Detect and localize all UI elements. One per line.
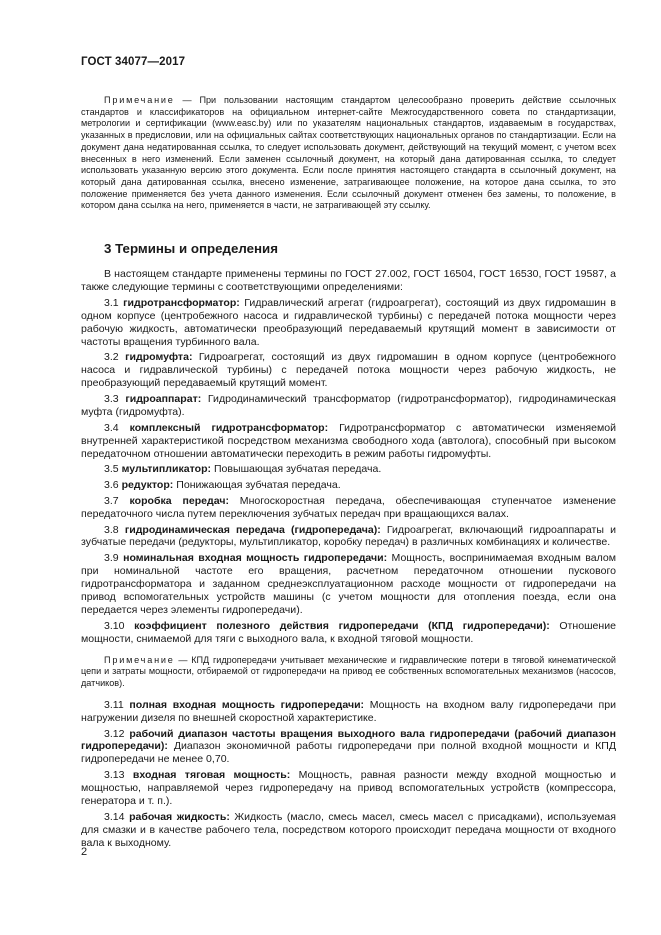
- term-definition: 3.12 рабочий диапазон частоты вращения выходного вала гидропередачи (рабочий диапазон гидропередачи): Диапазон экономичной работы гидропередачи при полной входной мощности и КПД гидропередачи не менее 0,70.: [81, 727, 616, 766]
- term-note: [81, 655, 616, 690]
- intro-note: [81, 95, 616, 212]
- term-definition: 3.13 входная тяговая мощность: Мощность, равная разности между входной мощностью и мощностью, направляемой через гидропередачу на привод вспомогательных устройств (компрессора, генератора и т. п.).: [81, 769, 617, 808]
- term-definition: 3.1 гидротрансформатор: Гидравлический агрегат (гидроагрегат), состоящий из двух гидромашин в одном корпусе (центробежного насоса и гидравлической турбины) с передачей потока мощности через рабочую жидкость, автоматически преобразующий передаваемый крутящий момент в зависимости от частоты вращения турбинного вала.: [81, 296, 616, 348]
- term-note-label: Примечание: [104, 654, 175, 665]
- intro-note-text: — При пользовании настоящим стандартом целесообразно проверить действие ссылочных стандартов и классификаторов на официальном интернет-сайте Межгосударственного совета по стандартизации, метрологии и сертификации (www.easc.by) или по указателям национальных стандартов, издаваемым в государствах, указанных в предисловии, или на официальных сайтах соответствующих национальных органов по стандартизации. Если на документ дана недатированная ссылка, то следует использовать документ, действующий на текущий момент, с учетом всех внесенных в него изменений. Если заменен ссылочный документ, на который дана датированная ссылка, то следует использовать указанную версию этого документа. Если после принятия настоящего стандарта в ссылочный документ, на который дана датированная ссылка, внесено изменение, затрагивающее положение, на которое дана ссылка, то это положение применяется без учета данного изменения. Если ссылочный документ отменен без замены, то положение, в котором дана ссылка на него, применяется в части, не затрагивающей эту ссылку.: [81, 95, 616, 211]
- term-definition: 3.6 редуктор: Понижающая зубчатая передача.: [104, 479, 341, 492]
- document-header: ГОСТ 34077—2017: [81, 56, 186, 68]
- term-name: номинальная входная мощность гидропередачи:: [123, 552, 388, 565]
- section-body: [81, 268, 616, 850]
- term-name: гидромуфта:: [125, 351, 193, 364]
- term-definition: 3.8 гидродинамическая передача (гидропередача): Гидроагрегат, включающий гидроаппараты и зубчатые передачи (редукторы, мультипликатор, коробку передач) в различных комбинациях и количестве.: [81, 523, 616, 549]
- term-definition: 3.4 комплексный гидротрансформатор: Гидротрансформатор с автоматически изменяемой внутренней характеристикой посредством механизма свободного хода (автолога), способный при высоком передаточном отношении автоматически переходить в режим работы гидромуфты.: [81, 421, 616, 460]
- term-definition: 3.9 номинальная входная мощность гидропередачи: Мощность, воспринимаемая входным валом при номинальной частоте его вращения, расчетном передаточном отношении пускового гидротрансформатора и заданном среднеэксплуатационном расходе мощности от гидропередачи на привод вспомогательных устройств машины (с учетом мощности для отопления поезда, если она передается через элементы гидропередачи).: [81, 552, 616, 617]
- term-definition: 3.2 гидромуфта: Гидроагрегат, состоящий из двух гидромашин в одном корпусе (центробежного насоса и гидравлической турбины) с передачей потока мощности через рабочую жидкость, не преобразующий передаваемый крутящий момент.: [81, 351, 617, 390]
- term-name: полная входная мощность гидропередачи:: [129, 698, 365, 711]
- term-definition: 3.5 мультипликатор: Повышающая зубчатая передача.: [104, 463, 382, 476]
- term-definition: 3.7 коробка передач: Многоскоростная передача, обеспечивающая ступенчатое изменение передаточного числа путем переключения зубчатых передач при вращающихся валах.: [81, 494, 616, 520]
- term-name: комплексный гидротрансформатор:: [129, 421, 329, 434]
- term-definition: 3.14 рабочая жидкость: Жидкость (масло, смесь масел, смесь масел с присадками), используемая для смазки и в качестве рабочего тела, посредством которого происходит передача мощности от входного вала к выходному.: [81, 810, 617, 849]
- term-name: коробка передач:: [129, 494, 229, 507]
- term-name: редуктор:: [121, 479, 174, 492]
- section-intro: В настоящем стандарте применены термины по ГОСТ 27.002, ГОСТ 16504, ГОСТ 16530, ГОСТ 19587, а также следующие термины с соответствующими определениями:: [81, 268, 616, 293]
- term-definition: 3.11 полная входная мощность гидропередачи: Мощность на входном валу гидропередачи при нагружении дизеля по внешней скоростной характеристике.: [81, 698, 616, 724]
- term-note-text: — КПД гидропередачи учитывает механические и гидравлические потери в тяговой кинематической цепи и затраты мощности, отбираемой от гидропередачи на привод ее собственных вспомогательных механизмов (насосов, датчиков).: [81, 654, 616, 689]
- page-number: 2: [81, 846, 88, 858]
- term-name: входная тяговая мощность:: [132, 769, 291, 782]
- term-name: рабочий диапазон частоты вращения выходного вала гидропередачи (рабочий диапазон гидропередачи):: [81, 727, 616, 753]
- term-name: гидроаппарат:: [125, 392, 202, 405]
- term-name: мультипликатор:: [121, 463, 212, 476]
- section-title: 3 Термины и определения: [104, 241, 278, 256]
- term-name: гидротрансформатор:: [123, 296, 240, 309]
- term-definition: 3.10 коэффициент полезного действия гидропередачи (КПД гидропередачи): Отношение мощности, снимаемой для тяги с выходного вала, к входной тяговой мощности.: [81, 619, 616, 645]
- term-name: коэффициент полезного действия гидропередачи (КПД гидропередачи):: [134, 619, 550, 632]
- term-name: рабочая жидкость:: [129, 810, 230, 823]
- term-definition: 3.3 гидроаппарат: Гидродинамический трансформатор (гидротрансформатор), гидродинамическая муфта (гидромуфта).: [81, 392, 616, 418]
- term-name: гидродинамическая передача (гидропередача):: [124, 523, 381, 536]
- intro-note-label: Примечание: [104, 95, 175, 105]
